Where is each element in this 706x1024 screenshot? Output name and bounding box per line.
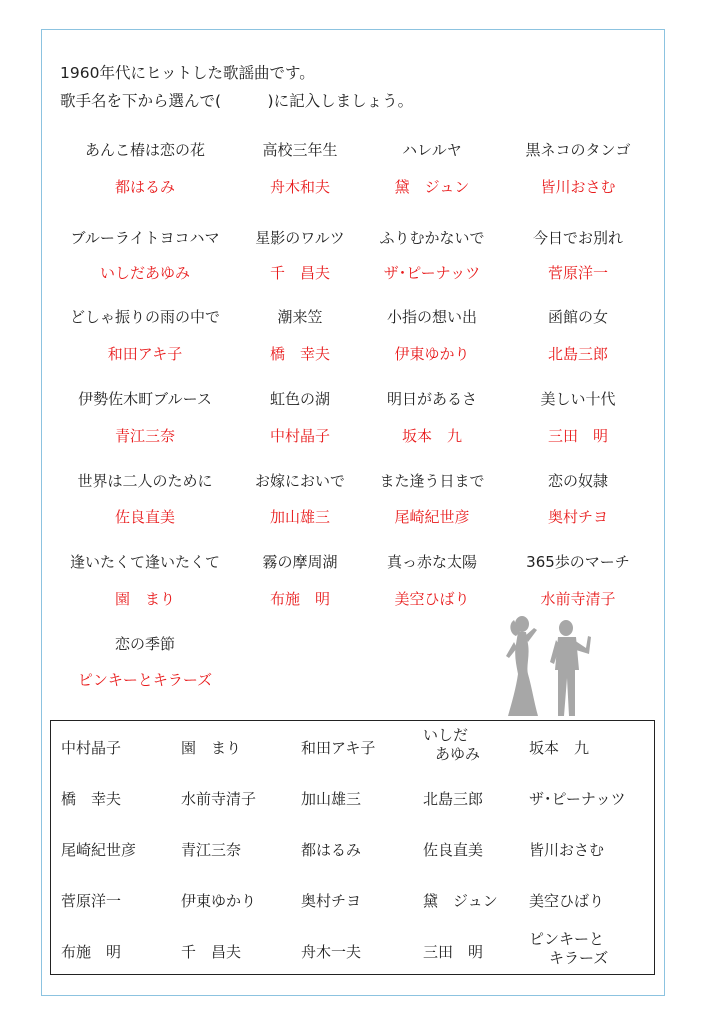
answer-option: 橋 幸夫 [61, 790, 122, 808]
song-singer-answer: 黛 ジュン [394, 178, 470, 196]
song-singer-answer: 三田 明 [547, 427, 608, 445]
song-title: 今日でお別れ [532, 229, 623, 247]
song-singer-answer: 水前寺清子 [540, 590, 616, 608]
song-singer-answer: 菅原洋一 [547, 264, 608, 282]
answer-option: 水前寺清子 [181, 790, 257, 808]
song-title: 高校三年生 [262, 141, 338, 159]
answer-option: 都はるみ [301, 841, 362, 859]
song-singer-answer: 都はるみ [114, 178, 175, 196]
song-title: 星影のワルツ [255, 229, 345, 247]
song-singer-answer: 千 昌夫 [269, 264, 330, 282]
song-singer-answer: ザ･ピーナッツ [383, 264, 481, 282]
answer-option: 美空ひばり [529, 892, 605, 910]
song-title: 潮来笠 [277, 308, 323, 326]
song-title: 恋の奴隷 [547, 472, 608, 490]
song-title: どしゃ振りの雨の中で [69, 308, 220, 326]
answer-option: 加山雄三 [301, 790, 362, 808]
song-singer-answer: 坂本 九 [401, 427, 462, 445]
song-singer-answer: 美空ひばり [394, 590, 470, 608]
song-title: 黒ネコのタンゴ [525, 141, 631, 159]
song-title: ふりむかないで [379, 229, 485, 247]
song-title: 明日があるさ [386, 390, 477, 408]
song-title: お嫁においで [254, 472, 345, 490]
song-singer-answer: 青江三奈 [114, 427, 175, 445]
song-title: 365歩のマーチ [526, 553, 630, 571]
answer-option-line: いしだ [423, 726, 469, 744]
song-singer-answer: 北島三郎 [547, 345, 608, 363]
answer-option-line: ピンキーと [529, 930, 605, 948]
song-title: ハレルヤ [402, 141, 462, 159]
intro-line-2: 歌手名を下から選んで( )に記入しましょう。 [60, 92, 414, 110]
answer-option: 黛 ジュン [423, 892, 498, 910]
song-title: また逢う日まで [379, 472, 485, 490]
song-title: 逢いたくて逢いたくて [69, 553, 220, 571]
answer-options-box [50, 720, 655, 975]
song-title: 霧の摩周湖 [262, 553, 338, 571]
song-title: 真っ赤な太陽 [386, 553, 477, 571]
answer-option: 皆川おさむ [529, 841, 605, 859]
answer-option-line: あゆみ [435, 745, 481, 763]
song-singer-answer: 佐良直美 [114, 508, 175, 526]
answer-option-line: キラーズ [549, 949, 609, 967]
song-singer-answer: いしだあゆみ [99, 264, 190, 282]
answer-option: 坂本 九 [529, 739, 590, 757]
song-title: 虹色の湖 [269, 390, 330, 408]
song-title: 美しい十代 [540, 390, 616, 408]
answer-option [423, 726, 480, 764]
answer-option: 青江三奈 [181, 841, 242, 859]
song-singer-answer: 尾崎紀世彦 [394, 508, 470, 526]
song-singer-answer: 皆川おさむ [540, 178, 616, 196]
song-singer-answer: 奥村チヨ [547, 508, 608, 526]
song-singer-answer: 加山雄三 [269, 508, 330, 526]
answer-option: 佐良直美 [423, 841, 484, 859]
answer-option: 奥村チヨ [301, 892, 362, 910]
song-singer-answer: 伊東ゆかり [394, 345, 470, 363]
answer-option: 菅原洋一 [61, 892, 122, 910]
answer-option: 北島三郎 [423, 790, 484, 808]
song-title: ブルーライトヨコハマ [70, 229, 220, 247]
song-singer-answer: 舟木和夫 [269, 178, 330, 196]
song-singer-answer: ピンキーとキラーズ [77, 671, 213, 689]
answer-option: 伊東ゆかり [181, 892, 257, 910]
song-singer-answer: 和田アキ子 [107, 345, 183, 363]
answer-option: 園 まり [181, 739, 242, 757]
song-title: あんこ椿は恋の花 [84, 141, 205, 159]
song-singer-answer: 橋 幸夫 [269, 345, 330, 363]
answer-option: 布施 明 [61, 943, 122, 961]
answer-option: ザ･ピーナッツ [529, 790, 626, 808]
song-singer-answer: 園 まり [114, 590, 175, 608]
answer-option: 舟木一夫 [301, 943, 362, 961]
answer-option [529, 930, 608, 968]
answer-option: 千 昌夫 [181, 943, 242, 961]
answer-option: 中村晶子 [61, 739, 122, 757]
song-title: 小指の想い出 [386, 308, 477, 326]
song-singer-answer: 中村晶子 [269, 427, 330, 445]
intro-line-1: 1960年代にヒットした歌謡曲です。 [60, 64, 315, 82]
song-singer-answer: 布施 明 [269, 590, 330, 608]
answer-option: 和田アキ子 [301, 739, 376, 757]
song-title: 函館の女 [547, 308, 608, 326]
song-title: 伊勢佐木町ブルース [78, 390, 212, 408]
answer-option: 尾崎紀世彦 [61, 841, 137, 859]
singers-silhouette-icon [490, 612, 602, 720]
answer-option: 三田 明 [423, 943, 484, 961]
song-title: 恋の季節 [114, 635, 175, 653]
song-title: 世界は二人のために [77, 472, 213, 490]
